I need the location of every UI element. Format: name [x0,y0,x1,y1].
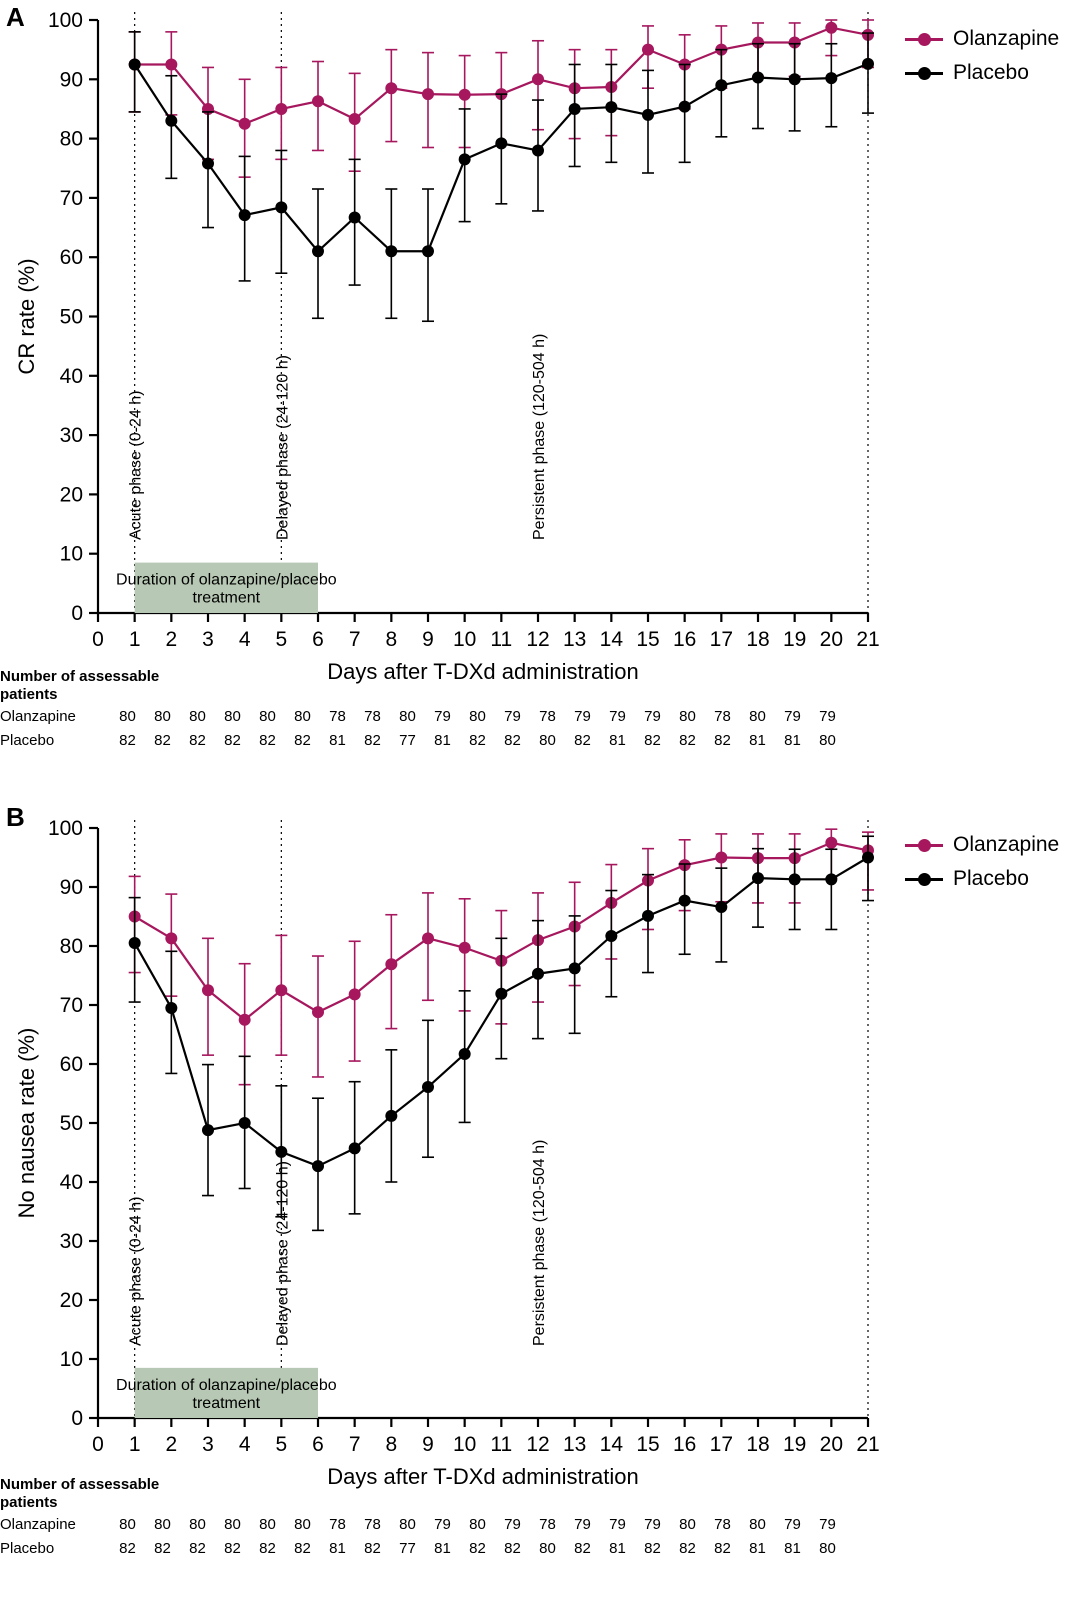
counts-cell: 80 [294,707,311,725]
counts-cell: 82 [154,731,171,749]
counts-cell: 82 [714,731,731,749]
counts-cell: 82 [574,731,591,749]
svg-text:16: 16 [672,1433,697,1456]
svg-text:17: 17 [709,628,734,651]
panel-a-counts-table [0,668,845,752]
legend-swatch [905,878,943,881]
counts-cell: 80 [154,1515,171,1533]
counts-cell: 78 [714,707,731,725]
counts-cell: 79 [574,707,591,725]
legend-item-placebo [905,862,1059,896]
legend-label: Olanzapine [953,833,1060,856]
counts-row-label: Placebo [0,731,55,749]
counts-cell: 78 [329,1515,346,1533]
counts-cell: 81 [434,1539,451,1557]
svg-text:20: 20 [819,1433,844,1456]
counts-cell: 80 [539,1539,556,1557]
svg-text:Days after T-DXd administratio: Days after T-DXd administration [327,659,639,684]
counts-cell: 79 [819,707,836,725]
counts-cell: 82 [294,1539,311,1557]
counts-cell: 81 [434,731,451,749]
counts-cell: 81 [609,1539,626,1557]
svg-text:16: 16 [672,628,697,651]
svg-text:15: 15 [636,1433,660,1456]
svg-text:15: 15 [636,628,660,651]
counts-cell: 80 [679,1515,696,1533]
panel-a-legend [905,22,1059,90]
counts-title-line2: patients [0,1494,58,1511]
svg-text:40: 40 [59,364,83,388]
svg-text:treatment: treatment [192,589,261,607]
svg-text:12: 12 [526,628,550,651]
svg-text:9: 9 [422,628,434,651]
counts-cell: 78 [539,1515,556,1533]
counts-cell: 82 [574,1539,591,1557]
counts-cell: 80 [819,731,836,749]
counts-cell: 82 [119,1539,136,1557]
legend-label: Placebo [953,61,1029,84]
svg-text:8: 8 [385,628,398,651]
legend-item-olanzapine [905,22,1059,56]
svg-text:Acute phase (0-24 h): Acute phase (0-24 h) [127,1196,145,1346]
svg-text:50: 50 [59,1112,83,1135]
counts-cell: 82 [644,1539,661,1557]
counts-cell: 81 [329,731,346,749]
counts-cell: 80 [749,1515,766,1533]
counts-cell: 78 [364,707,381,725]
table-row [0,728,845,752]
svg-text:13: 13 [562,1433,587,1456]
counts-cell: 80 [189,707,206,725]
svg-text:treatment: treatment [192,1394,261,1412]
counts-cell: 79 [644,707,661,725]
svg-text:Delayed phase (24-120 h): Delayed phase (24-120 h) [274,354,292,540]
svg-text:1: 1 [128,1433,141,1456]
counts-cell: 80 [224,707,241,725]
counts-title-line2: patients [0,686,58,703]
counts-cell: 80 [259,1515,276,1533]
panel-b-letter: B [6,802,25,832]
counts-cell: 79 [784,1515,801,1533]
svg-text:18: 18 [746,628,770,651]
svg-text:3: 3 [202,1433,214,1456]
legend-swatch [905,38,943,41]
legend-swatch [905,844,943,847]
counts-cell: 80 [469,707,486,725]
svg-text:11: 11 [490,628,513,651]
svg-text:3: 3 [202,628,214,651]
svg-text:14: 14 [599,628,624,651]
counts-cell: 77 [399,1539,416,1557]
counts-cell: 82 [259,1539,276,1557]
svg-text:20: 20 [59,483,83,507]
counts-cell: 81 [329,1539,346,1557]
counts-cell: 78 [539,707,556,725]
legend-marker-dot [918,873,931,886]
counts-cell: 82 [259,731,276,749]
legend-item-placebo [905,56,1059,90]
svg-text:18: 18 [746,1433,770,1456]
table-row [0,704,845,728]
counts-cell: 82 [224,731,241,749]
counts-cell: 81 [749,731,766,749]
counts-cell: 79 [434,1515,451,1533]
svg-text:70: 70 [59,186,83,210]
counts-table [0,704,845,752]
panel-b-counts-table [0,1476,845,1560]
counts-cell: 79 [784,707,801,725]
counts-cell: 79 [504,1515,521,1533]
legend-swatch [905,72,943,75]
counts-cell: 80 [224,1515,241,1533]
counts-cell: 80 [119,707,136,725]
svg-text:Duration of olanzapine/placebo: Duration of olanzapine/placebo [116,1376,337,1394]
counts-cell: 79 [574,1515,591,1533]
counts-cell: 80 [749,707,766,725]
svg-text:0: 0 [92,628,104,651]
svg-text:21: 21 [856,628,880,651]
counts-cell: 82 [294,731,311,749]
svg-text:60: 60 [59,1053,83,1076]
table-row [0,1536,845,1560]
svg-text:4: 4 [238,628,251,651]
svg-text:5: 5 [275,628,288,651]
counts-cell: 81 [784,1539,801,1557]
counts-cell: 79 [504,707,521,725]
svg-text:13: 13 [562,628,587,651]
svg-text:60: 60 [59,246,83,270]
counts-cell: 80 [539,731,556,749]
counts-cell: 82 [504,731,521,749]
counts-cell: 82 [679,731,696,749]
counts-cell: 77 [399,731,416,749]
svg-text:7: 7 [348,1433,361,1456]
counts-cell: 82 [679,1539,696,1557]
counts-cell: 82 [119,731,136,749]
counts-cell: 78 [364,1515,381,1533]
counts-cell: 80 [679,707,696,725]
counts-cell: 80 [399,707,416,725]
svg-text:10: 10 [452,1433,477,1456]
counts-cell: 80 [259,707,276,725]
counts-cell: 82 [154,1539,171,1557]
table-row [0,1512,845,1536]
svg-text:40: 40 [59,1171,83,1194]
svg-text:4: 4 [238,1433,251,1456]
counts-cell: 80 [119,1515,136,1533]
panel-a-letter: A [6,2,25,32]
counts-cell: 81 [609,731,626,749]
svg-text:21: 21 [856,1433,880,1456]
svg-text:90: 90 [59,68,83,92]
legend-marker-dot [918,33,931,46]
counts-cell: 80 [189,1515,206,1533]
svg-text:100: 100 [47,817,83,840]
svg-text:90: 90 [59,876,83,899]
counts-cell: 79 [609,1515,626,1533]
counts-cell: 82 [224,1539,241,1557]
svg-text:Duration of olanzapine/placebo: Duration of olanzapine/placebo [116,571,337,589]
svg-text:14: 14 [599,1433,624,1456]
counts-cell: 78 [329,707,346,725]
counts-cell: 80 [469,1515,486,1533]
counts-title-line1: Number of assessable [0,668,160,685]
counts-cell: 82 [189,1539,206,1557]
counts-cell: 82 [469,731,486,749]
svg-text:CR rate (%): CR rate (%) [14,258,39,375]
svg-text:9: 9 [422,1433,434,1456]
svg-text:19: 19 [782,1433,807,1456]
svg-text:7: 7 [348,628,361,651]
legend-label: Placebo [953,867,1029,890]
svg-text:100: 100 [47,9,83,32]
legend-label: Olanzapine [953,27,1060,50]
svg-text:19: 19 [782,628,807,651]
counts-cell: 82 [644,731,661,749]
panel-a [0,0,1080,790]
counts-row-label: Placebo [0,1539,55,1557]
svg-text:Acute phase (0-24 h): Acute phase (0-24 h) [127,390,145,540]
counts-cell: 80 [819,1539,836,1557]
counts-row-label: Olanzapine [0,707,76,725]
counts-cell: 78 [714,1515,731,1533]
svg-text:10: 10 [59,1348,83,1371]
counts-cell: 81 [784,731,801,749]
legend-marker-dot [918,839,931,852]
svg-text:20: 20 [59,1289,83,1312]
svg-text:20: 20 [819,628,844,651]
counts-cell: 82 [504,1539,521,1557]
svg-text:Days after T-DXd administratio: Days after T-DXd administration [327,1464,639,1489]
svg-text:50: 50 [59,305,83,329]
svg-text:80: 80 [59,935,83,958]
svg-text:12: 12 [526,1433,550,1456]
svg-text:2: 2 [165,1433,178,1456]
counts-cell: 79 [819,1515,836,1533]
svg-text:6: 6 [312,628,324,651]
panel-b-legend [905,828,1059,896]
svg-text:5: 5 [275,1433,288,1456]
svg-text:10: 10 [59,542,83,566]
svg-text:No nausea rate (%): No nausea rate (%) [14,1027,39,1219]
legend-marker-dot [918,67,931,80]
counts-cell: 79 [644,1515,661,1533]
counts-cell: 81 [749,1539,766,1557]
svg-text:80: 80 [59,127,83,151]
counts-cell: 82 [364,731,381,749]
svg-text:2: 2 [165,628,178,651]
counts-cell: 80 [399,1515,416,1533]
counts-row-label: Olanzapine [0,1515,76,1533]
svg-text:30: 30 [59,1230,83,1253]
counts-title-line1: Number of assessable [0,1476,160,1493]
svg-text:17: 17 [709,1433,734,1456]
counts-table [0,1512,845,1560]
svg-text:0: 0 [71,1407,83,1430]
counts-cell: 80 [154,707,171,725]
svg-text:11: 11 [490,1433,513,1456]
svg-text:10: 10 [452,628,477,651]
svg-text:1: 1 [128,628,141,651]
counts-cell: 79 [434,707,451,725]
counts-cell: 82 [714,1539,731,1557]
counts-cell: 82 [189,731,206,749]
counts-cell: 80 [294,1515,311,1533]
svg-text:6: 6 [312,1433,324,1456]
svg-text:0: 0 [92,1433,104,1456]
counts-cell: 82 [364,1539,381,1557]
svg-text:30: 30 [59,424,83,448]
svg-text:Persistent phase (120-504 h): Persistent phase (120-504 h) [531,1139,548,1346]
counts-cell: 79 [609,707,626,725]
panel-b [0,800,1080,1602]
legend-item-olanzapine [905,828,1059,862]
svg-text:Persistent phase (120-504 h): Persistent phase (120-504 h) [531,333,548,540]
svg-text:0: 0 [71,602,83,625]
svg-text:Delayed phase (24-120 h): Delayed phase (24-120 h) [274,1160,292,1346]
svg-text:8: 8 [385,1433,398,1456]
counts-cell: 82 [469,1539,486,1557]
svg-text:70: 70 [59,994,83,1017]
